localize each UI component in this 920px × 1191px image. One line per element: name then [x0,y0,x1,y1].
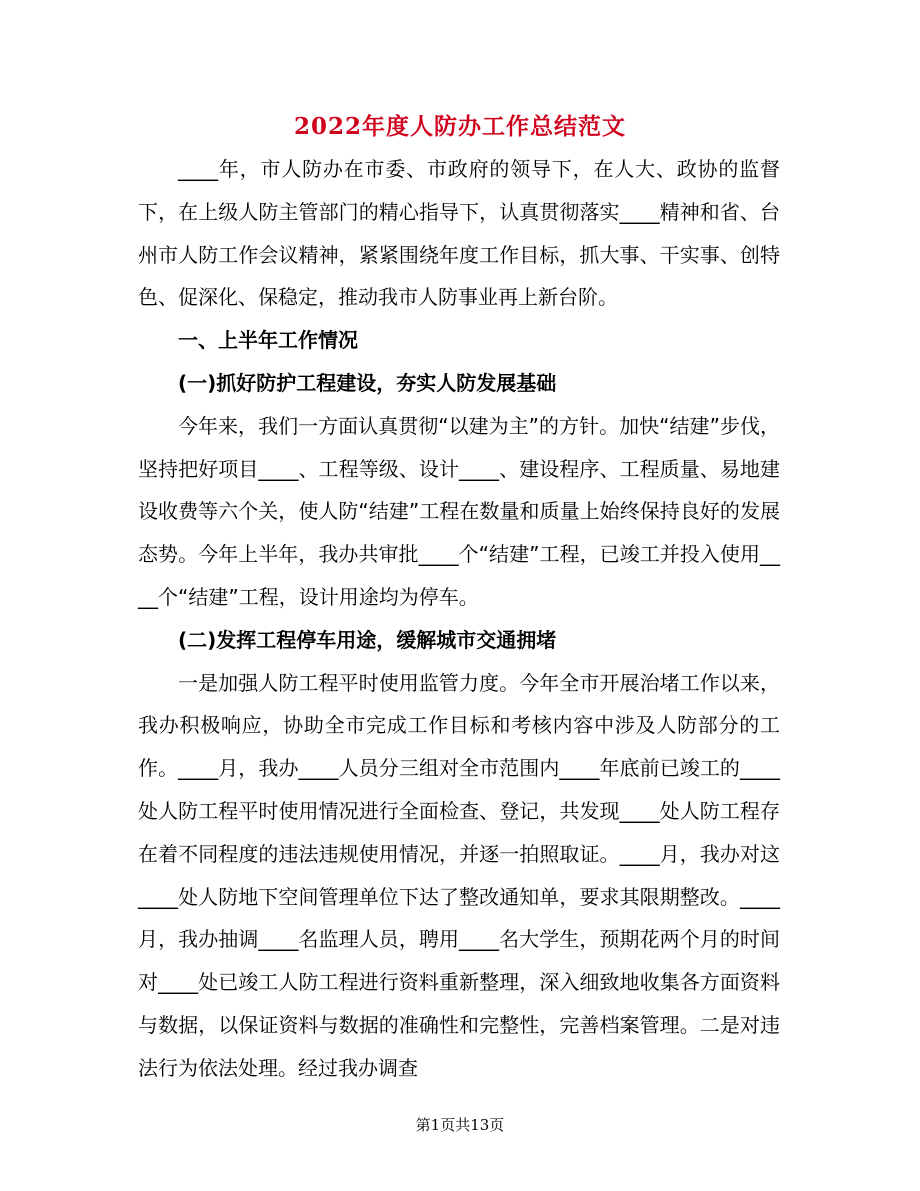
subsection-heading-1: (一)抓好防护工程建设，夯实人防发展基础 [178,370,557,395]
document-title: 2022年度人防办工作总结范文 [293,113,626,140]
document-body [138,148,780,1090]
paragraph-parking: 一是加强人防工程平时使用监管力度。今年全市开展治堵工作以来，我办积极响应，协助全市完成工作目标和考核内容中涉及人防部分的工作。____月，我办____人员分三组对全市范围内____年底前已竣工的____处人防工程平时使用情况进行全面检查、登记，共发现____处人防工程存在着不同程度的违法违规使用情况，并逐一拍照取证。____月，我办对这____处人防地下空间管理单位下达了整改通知单，要求其限期整改。____月，我办抽调____名监理人员，聘用____名大学生，预期花两个月的时间对____处已竣工人防工程进行资料重新整理，深入细致地收集各方面资料与数据，以保证资料与数据的准确性和完整性，完善档案管理。二是对违法行为依法处理。经过我办调查 [138,670,780,1080]
paragraph-intro: ____年，市人防办在市委、市政府的领导下，在人大、政协的监督下，在上级人防主管部门的精心指导下，认真贯彻落实____精神和省、台州市人防工作会议精神，紧紧围绕年度工作目标，抓大事、干实事、创特色、促深化、保稳定，推动我市人防事业再上新台阶。 [138,157,780,310]
section-heading-1: 一、上半年工作情况 [178,328,358,353]
page-number: 第1页共13页 [415,1116,505,1134]
subsection-heading-2: (二)发挥工程停车用途，缓解城市交通拥堵 [178,627,557,652]
paragraph-construction: 今年来，我们一方面认真贯彻“以建为主”的方针。加快“结建”步伐，坚持把好项目____、工程等级、设计____、建设程序、工程质量、易地建设收费等六个关，使人防“结建”工程在数量和质量上始终保持良好的发展态势。今年上半年，我办共审批____个“结建”工程，已竣工并投入使用____个“结建”工程，设计用途均为停车。 [138,413,780,609]
